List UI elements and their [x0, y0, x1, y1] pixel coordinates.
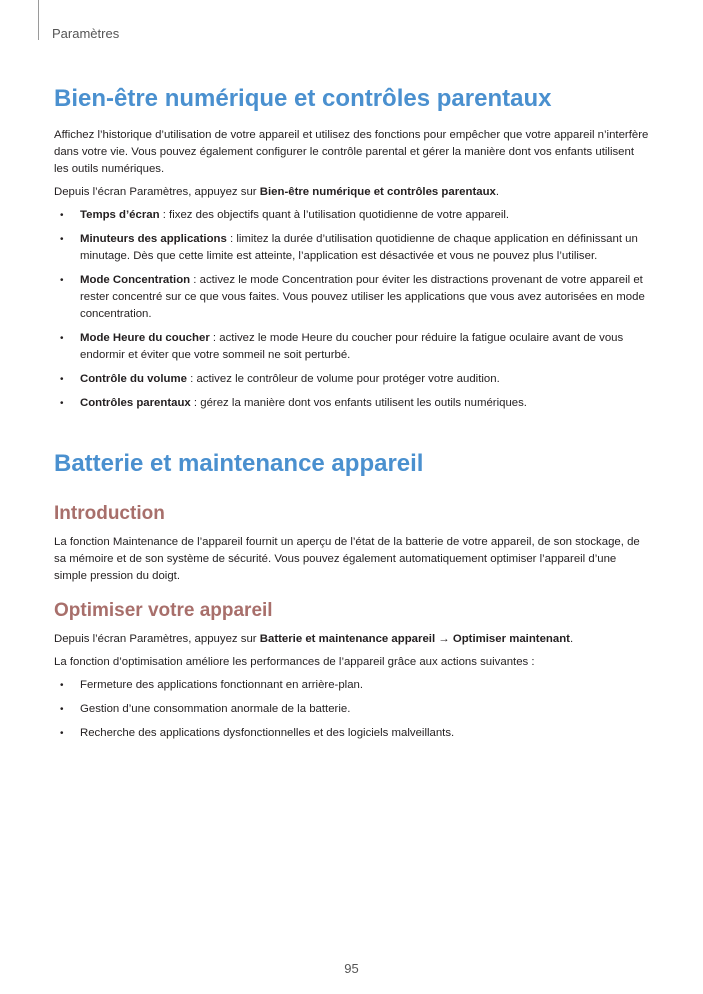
list-item	[54, 207, 649, 224]
subsection-text: La fonction d’optimisation améliore les performances de l’appareil grâce aux actions suivantes :	[54, 656, 535, 668]
bullet-icon: •	[60, 275, 64, 286]
list-item	[54, 231, 649, 265]
section-title-battery: Batterie et maintenance appareil	[54, 450, 424, 477]
item-desc: : activez le contrôleur de volume pour protéger votre audition.	[186, 373, 500, 385]
settings-path	[54, 184, 649, 201]
item-term: Mode Heure du coucher	[80, 332, 210, 344]
optimisation-list	[54, 677, 649, 742]
path-suffix: .	[495, 186, 500, 198]
feature-list	[54, 207, 649, 412]
header-rule	[38, 0, 39, 40]
path-menu-item: Bien-être numérique et contrôles parentaux	[259, 186, 496, 198]
bullet-icon: •	[60, 210, 64, 221]
list-item	[54, 395, 649, 412]
item-desc: : fixez des objectifs quant à l’utilisation quotidienne de votre appareil.	[159, 209, 510, 221]
item-term: Temps d’écran	[80, 209, 160, 221]
subsection-title-optimise: Optimiser votre appareil	[54, 600, 273, 621]
bullet-icon: •	[60, 680, 64, 691]
bullet-icon: •	[60, 704, 64, 715]
item-desc: : activez le mode Heure du coucher pour réduire la fatigue oculaire avant de vous endormir et éviter que votre sommeil ne soit perturbé.	[80, 332, 624, 361]
page-content	[54, 82, 649, 749]
bullet-icon: •	[60, 234, 64, 245]
item-text: Gestion d’une consommation anormale de la batterie.	[80, 703, 351, 715]
path-prefix: Depuis l’écran Paramètres, appuyez sur	[54, 186, 260, 198]
item-desc: : activez le mode Concentration pour éviter les distractions provenant de votre appareil et rester concentré sur ce que vous faites. Vous pouvez utiliser les applications que vous avez autorisées en mode concentration.	[80, 274, 645, 320]
item-term: Minuteurs des applications	[80, 233, 227, 245]
path-menu-item: Batterie et maintenance appareil	[259, 633, 436, 645]
running-header: Paramètres	[52, 26, 120, 41]
path-menu-item: Optimiser maintenant	[452, 633, 570, 645]
item-text: Fermeture des applications fonctionnant en arrière-plan.	[80, 679, 364, 691]
section-title-digital-wellbeing: Bien-être numérique et contrôles parentaux	[54, 85, 552, 112]
item-term: Contrôles parentaux	[80, 397, 191, 409]
path-arrow: →	[435, 633, 453, 645]
bullet-icon: •	[60, 728, 64, 739]
item-desc: : limitez la durée d’utilisation quotidienne de chaque application en définissant un minutage. Dès que cette limite est atteinte, l’application est désactivée et vous ne pouvez plus l’utiliser.	[80, 233, 638, 262]
subsection-title-introduction: Introduction	[54, 503, 165, 524]
list-item	[54, 330, 649, 364]
page-number: 95	[344, 961, 359, 976]
bullet-icon: •	[60, 374, 64, 385]
list-item	[54, 272, 649, 323]
list-item	[54, 677, 649, 694]
list-item	[54, 701, 649, 718]
path-suffix: .	[569, 633, 574, 645]
section-intro: Affichez l’historique d’utilisation de votre appareil et utilisez des fonctions pour empêcher que votre appareil n’interfère dans votre vie. Vous pouvez également configurer le contrôle parental et gérer la manière dont vos enfants utilisent les outils numériques.	[54, 129, 649, 175]
settings-path	[54, 631, 649, 648]
subsection-text: La fonction Maintenance de l’appareil fournit un aperçu de l’état de la batterie de votre appareil, de son stockage, de sa mémoire et de son système de sécurité. Vous pouvez également automatiquement optimiser l’appareil d’une simple pression du doigt.	[54, 536, 640, 582]
item-text: Recherche des applications dysfonctionnelles et des logiciels malveillants.	[80, 727, 455, 739]
item-term: Mode Concentration	[80, 274, 191, 286]
bullet-icon: •	[60, 333, 64, 344]
bullet-icon: •	[60, 398, 64, 409]
item-desc: : gérez la manière dont vos enfants utilisent les outils numériques.	[190, 397, 527, 409]
list-item	[54, 725, 649, 742]
item-term: Contrôle du volume	[80, 373, 187, 385]
list-item	[54, 371, 649, 388]
path-prefix: Depuis l’écran Paramètres, appuyez sur	[54, 633, 260, 645]
